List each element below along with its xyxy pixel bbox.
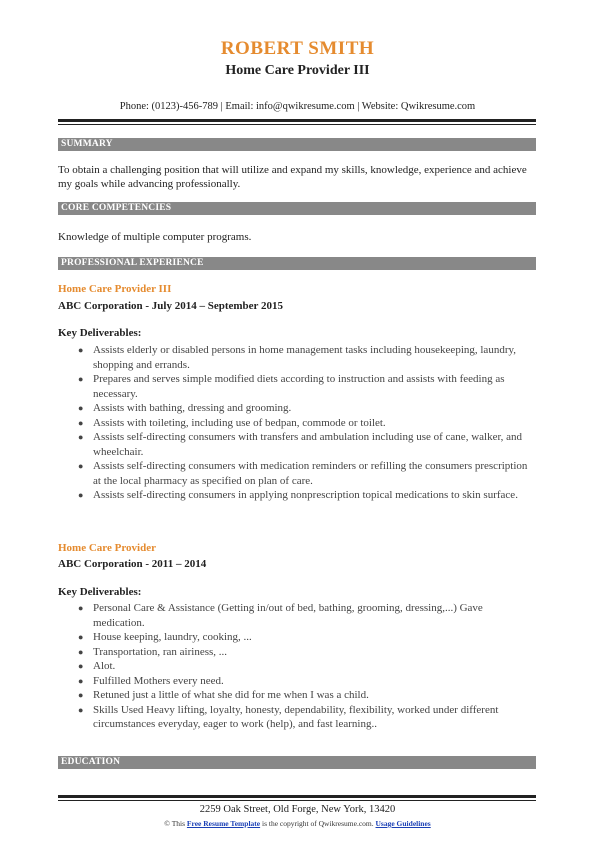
bullet-icon: ● — [78, 646, 84, 657]
list-item: ● Assists elderly or disabled persons in home management tasks including housekeeping, laundry, shopping and errands. — [78, 344, 517, 371]
bullet-icon: ● — [78, 632, 84, 642]
bullet-icon: ● — [78, 675, 84, 686]
footer-rule-thin — [58, 800, 536, 801]
bullet-icon: ● — [78, 704, 84, 715]
list-item: ● Assists with toileting, including use of bedpan, commode or toilet. — [78, 416, 386, 429]
footer-address: 2259 Oak Street, Old Forge, New York, 13420 — [199, 804, 396, 815]
header-rule-thin — [58, 124, 536, 125]
usage-guidelines-link[interactable]: Usage Guidelines — [375, 819, 431, 828]
list-item: ● Transportation, ran airiness, ... — [78, 645, 228, 658]
candidate-name: ROBERT SMITH — [220, 38, 375, 59]
bullet-icon: ● — [78, 661, 84, 671]
section-heading-competencies: CORE COMPETENCIES — [58, 202, 536, 215]
bullet-icon: ● — [78, 490, 84, 500]
bullet-icon: ● — [78, 461, 84, 471]
free-resume-template-link[interactable]: Free Resume Template — [186, 819, 261, 828]
summary-text: To obtain a challenging position that will utilize and expand my skills, knowledge, experience and achieve my goals while advancing professionally. — [58, 164, 527, 190]
bullet-icon: ● — [78, 345, 84, 355]
list-item: ● Alot. — [78, 660, 116, 672]
candidate-title: Home Care Provider III — [225, 63, 370, 78]
job-role: Home Care Provider III — [58, 283, 172, 295]
job-company: ABC Corporation - 2011 – 2014 — [58, 558, 207, 570]
section-heading-summary: SUMMARY — [58, 138, 536, 151]
list-item: ● Skills Used Heavy lifting, loyalty, honesty, dependability, flexibility, worked under different circumstances everyday, eager to work (help), and fast learning.. — [78, 703, 499, 730]
footer-rule-thick — [58, 795, 536, 798]
job-company: ABC Corporation - July 2014 – September 2015 — [58, 300, 283, 312]
section-heading-experience: PROFESSIONAL EXPERIENCE — [58, 257, 536, 270]
footer-copyright: © This Free Resume Template is the copyright of Qwikresume.com. Usage Guidelines — [164, 819, 431, 828]
list-item: ● Assists with bathing, dressing and grooming. — [78, 402, 292, 414]
deliverables-list — [58, 601, 536, 732]
bullet-icon: ● — [78, 690, 84, 700]
list-item: ● Prepares and serves simple modified diets according to instruction and assists with feeding as necessary. — [78, 373, 505, 400]
bullet-icon: ● — [78, 603, 84, 613]
bullet-icon: ● — [78, 374, 84, 384]
header-rule-thick — [58, 119, 536, 122]
list-item: ● Assists self-directing consumers with transfers and ambulation including use of cane, walker, and wheelchair. — [78, 431, 523, 458]
deliverables-label: Key Deliverables: — [58, 327, 142, 339]
section-heading-education: EDUCATION — [58, 756, 536, 769]
list-item: ● Assists self-directing consumers with medication reminders or refilling the consumers prescription at the local pharmacy as specified on plan of care. — [78, 460, 528, 487]
bullet-icon: ● — [78, 417, 84, 428]
competencies-text: Knowledge of multiple computer programs. — [58, 231, 252, 243]
bullet-icon: ● — [78, 403, 84, 413]
contact-line: Phone: (0123)-456-789 | Email: info@qwikresume.com | Website: Qwikresume.com — [119, 101, 476, 112]
list-item: ● Personal Care & Assistance (Getting in/out of bed, bathing, grooming, dressing,...) Gave medication. — [78, 602, 483, 629]
job-role: Home Care Provider — [58, 542, 156, 554]
list-item: ● Fulfilled Mothers every need. — [78, 674, 224, 687]
bullet-icon: ● — [78, 432, 84, 442]
list-item: ● Assists self-directing consumers in applying nonprescription topical medications to skin surface. — [78, 489, 518, 501]
list-item: ● Retuned just a little of what she did for me when I was a child. — [78, 689, 369, 701]
deliverables-label: Key Deliverables: — [58, 586, 142, 598]
list-item: ● House keeping, laundry, cooking, ... — [78, 631, 252, 643]
deliverables-list — [58, 343, 536, 503]
